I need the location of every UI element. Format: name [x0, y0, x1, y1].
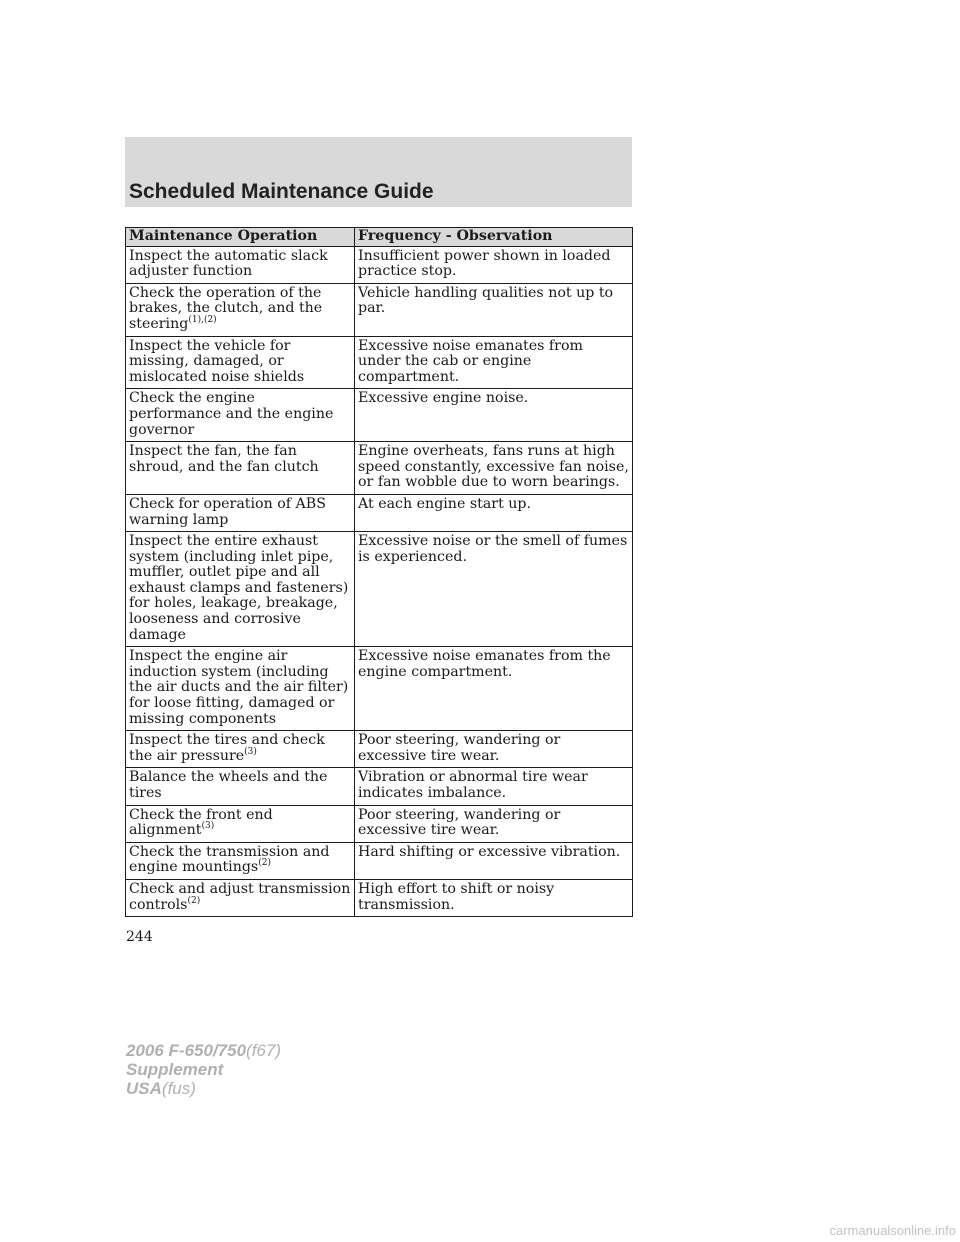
table-row [126, 805, 633, 842]
operation-text: Inspect the vehicle for missing, damaged, or mislocated noise shields [129, 337, 305, 385]
operation-cell [126, 246, 355, 283]
footnote-reference: (1),(2) [188, 314, 217, 325]
operation-text: Check and adjust transmission controls [129, 880, 351, 913]
table-row [126, 494, 633, 531]
observation-cell: Insufficient power shown in loaded practice stop. [355, 246, 633, 283]
operation-cell [126, 336, 355, 389]
maintenance-table [125, 227, 633, 917]
operation-cell [126, 532, 355, 647]
operation-cell [126, 842, 355, 879]
footer-doc-type: Supplement [126, 1060, 224, 1079]
footer-doc-type-line [126, 1060, 281, 1079]
footer-market: USA [126, 1079, 162, 1098]
table-row [126, 442, 633, 495]
operation-cell [126, 389, 355, 442]
observation-cell: Excessive noise emanates from the engine compartment. [355, 647, 633, 731]
footer-model-code: (f67) [246, 1041, 282, 1060]
operation-cell [126, 879, 355, 916]
operation-text: Inspect the automatic slack adjuster function [129, 247, 328, 280]
operation-text: Balance the wheels and the tires [129, 769, 328, 801]
table-row [126, 731, 633, 768]
footer-market-code: (fus) [161, 1079, 196, 1098]
footnote-reference: (3) [244, 746, 257, 757]
observation-cell: Poor steering, wandering or excessive tire wear. [355, 805, 633, 842]
table-row [126, 842, 633, 879]
observation-cell: Vibration or abnormal tire wear indicates imbalance. [355, 768, 633, 805]
observation-cell: At each engine start up. [355, 494, 633, 531]
column-header-frequency: Frequency - Observation [355, 228, 633, 247]
operation-text: Inspect the tires and check the air pressure [129, 732, 325, 764]
observation-cell: Excessive noise or the smell of fumes is experienced. [355, 532, 633, 647]
section-header-band [125, 137, 632, 207]
observation-cell: Engine overheats, fans runs at high speed constantly, excessive fan noise, or fan wobble due to worn bearings. [355, 442, 633, 495]
observation-cell: Poor steering, wandering or excessive tire wear. [355, 731, 633, 768]
page-number: 244 [126, 929, 153, 945]
table-header-row [126, 228, 633, 247]
operation-cell [126, 442, 355, 495]
operation-cell [126, 494, 355, 531]
footer-market-line [126, 1079, 281, 1098]
footnote-reference: (3) [201, 821, 215, 832]
watermark-text: carmanualsonline.info [829, 1223, 956, 1238]
section-title: Scheduled Maintenance Guide [129, 180, 434, 203]
observation-cell: Excessive noise emanates from under the cab or engine compartment. [355, 336, 633, 389]
operation-text: Inspect the fan, the fan shroud, and the fan clutch [129, 443, 319, 475]
observation-cell: Vehicle handling qualities not up to par. [355, 283, 633, 336]
column-header-operation: Maintenance Operation [126, 228, 355, 247]
observation-cell: Hard shifting or excessive vibration. [355, 842, 633, 879]
operation-text: Check the engine performance and the engine governor [129, 390, 334, 438]
footer-model: 2006 F-650/750 [126, 1041, 247, 1060]
operation-text: Inspect the engine air induction system (including the air ducts and the air filter) for loose fitting, damaged or missing components [129, 648, 349, 727]
table-body [126, 246, 633, 917]
table-row [126, 768, 633, 805]
operation-cell [126, 768, 355, 805]
operation-text: Check the transmission and engine mountings [129, 843, 330, 876]
table-row [126, 389, 633, 442]
document-footer [126, 1041, 281, 1098]
footer-model-line [126, 1041, 281, 1060]
table-row [126, 283, 633, 336]
footnote-reference: (2) [187, 895, 201, 906]
operation-cell [126, 805, 355, 842]
operation-text: Check the front end alignment [129, 806, 273, 839]
operation-cell [126, 647, 355, 731]
operation-text: Inspect the entire exhaust system (including inlet pipe, muffler, outlet pipe and all exhaust clamps and fasteners) for holes, leakage, breakage, looseness and corrosive damage [129, 533, 349, 643]
table-row [126, 647, 633, 731]
table-row [126, 532, 633, 647]
operation-cell [126, 731, 355, 768]
table-row [126, 336, 633, 389]
operation-text: Check the operation of the brakes, the clutch, and the steering [129, 284, 323, 332]
table-row [126, 246, 633, 283]
table-row [126, 879, 633, 916]
operation-text: Check for operation of ABS warning lamp [129, 495, 326, 528]
observation-cell: Excessive engine noise. [355, 389, 633, 442]
observation-cell: High effort to shift or noisy transmission. [355, 879, 633, 916]
operation-cell [126, 283, 355, 336]
footnote-reference: (2) [258, 858, 271, 869]
